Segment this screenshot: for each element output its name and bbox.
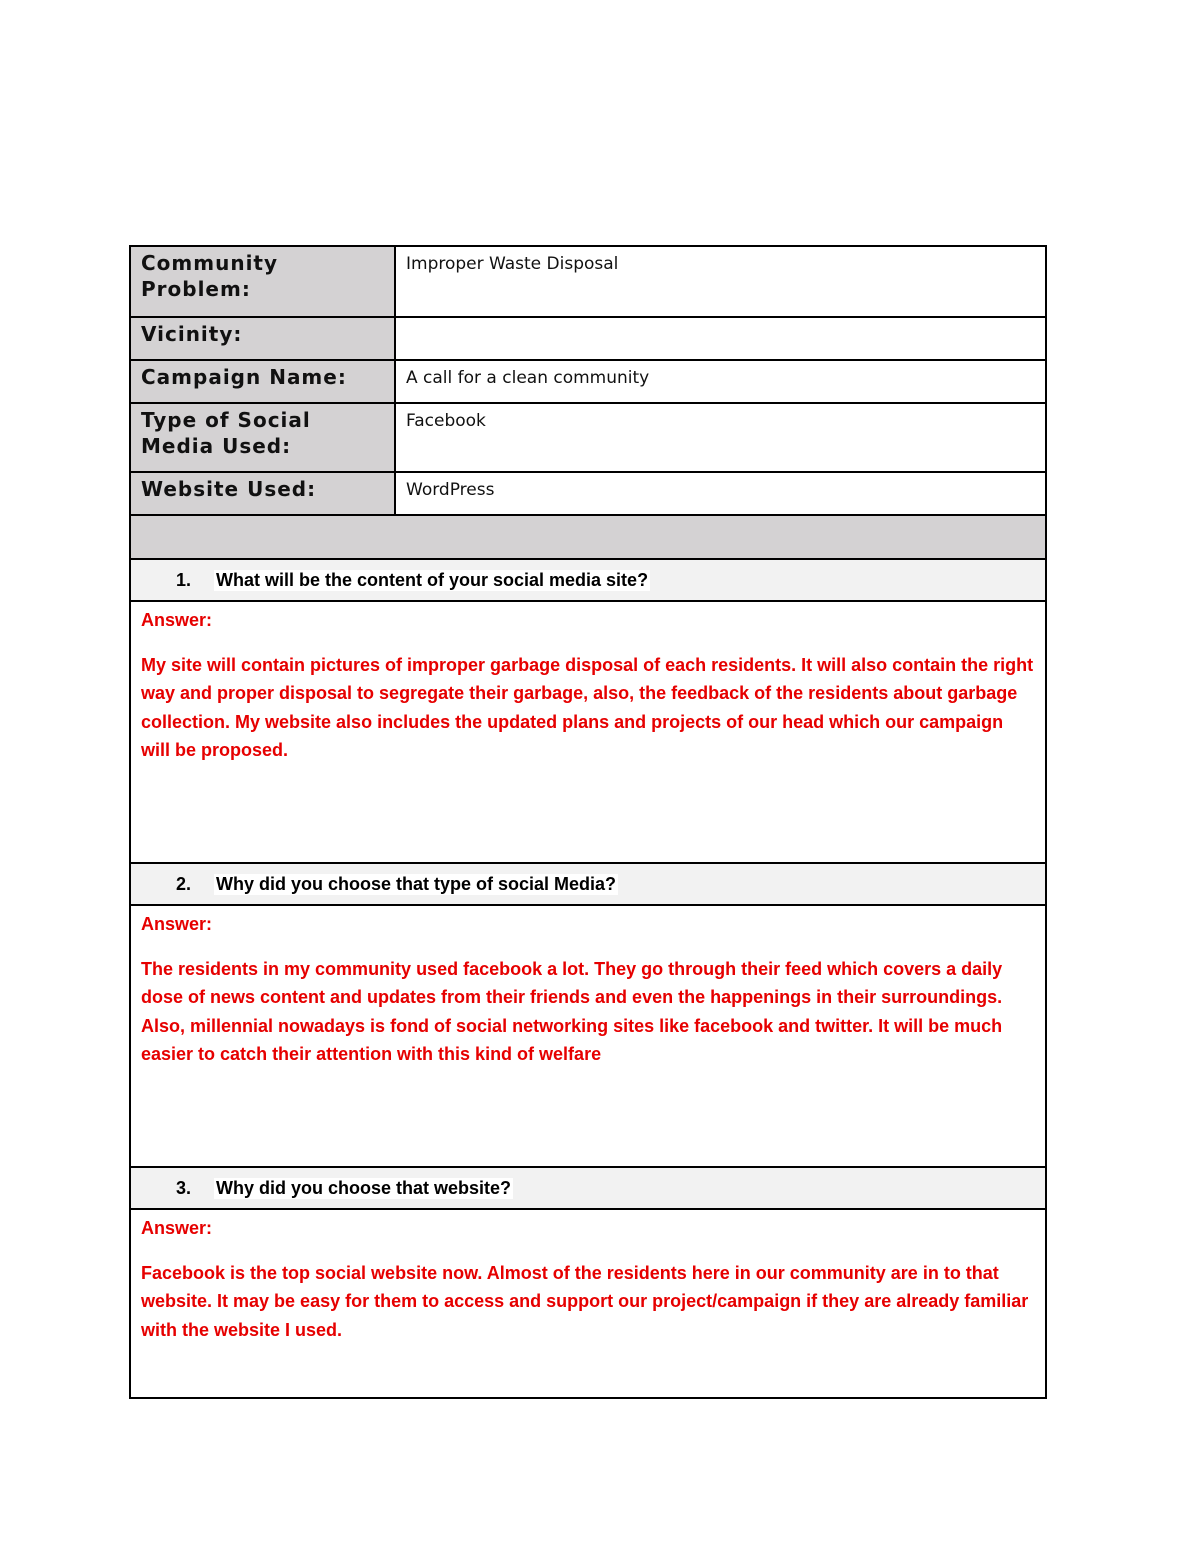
field-row-social-media — [131, 404, 1045, 473]
answer-text: The residents in my community used facebook a lot. They go through their feed which covers a daily dose of news content and updates from their friends and even the happenings in their surroundings. Also, millennial nowadays is fond of social networking sites like facebook and twitter. It will be much easier to catch their attention with this kind of welfare — [141, 958, 1003, 1064]
answer-label: Answer: — [141, 1218, 213, 1238]
field-label: Community Problem: — [131, 247, 396, 316]
field-value: Facebook — [406, 411, 486, 431]
answer-label: Answer: — [141, 914, 213, 934]
field-value: A call for a clean community — [406, 368, 650, 388]
question-2 — [131, 864, 1045, 906]
answer-block-3 — [131, 1210, 1045, 1397]
question-3 — [131, 1168, 1045, 1210]
answer-text: Facebook is the top social website now. Almost of the residents here in our community are in to that website. It may be easy for them to access and support our project/campaign if they are already familiar with the website I used. — [141, 1262, 1029, 1340]
answer-label: Answer: — [141, 610, 213, 630]
field-row-community-problem — [131, 247, 1045, 318]
field-label: Vicinity: — [131, 318, 396, 359]
field-label: Type of Social Media Used: — [131, 404, 396, 471]
question-text: Why did you choose that type of social Media? — [216, 873, 617, 894]
field-value: Improper Waste Disposal — [406, 254, 619, 274]
field-value: WordPress — [406, 480, 495, 500]
answer-block-2 — [131, 906, 1045, 1168]
campaign-form — [129, 245, 1047, 1399]
field-value — [396, 318, 1045, 359]
question-number: 1. — [176, 569, 192, 590]
field-label: Website Used: — [131, 473, 396, 514]
question-1 — [131, 560, 1045, 602]
field-row-website — [131, 473, 1045, 516]
answer-block-1 — [131, 602, 1045, 864]
question-text: Why did you choose that website? — [216, 1177, 512, 1198]
field-label: Campaign Name: — [131, 361, 396, 402]
answer-text: My site will contain pictures of improper garbage disposal of each residents. It will also contain the right way and proper disposal to segregate their garbage, also, the feedback of the residents about garbage collection. My website also includes the updated plans and projects of our head which our campaign will be proposed. — [141, 654, 1034, 760]
section-divider — [131, 516, 1045, 560]
question-text: What will be the content of your social media site? — [216, 569, 649, 590]
question-number: 3. — [176, 1177, 192, 1198]
question-number: 2. — [176, 873, 192, 894]
field-row-campaign-name — [131, 361, 1045, 404]
field-row-vicinity — [131, 318, 1045, 361]
